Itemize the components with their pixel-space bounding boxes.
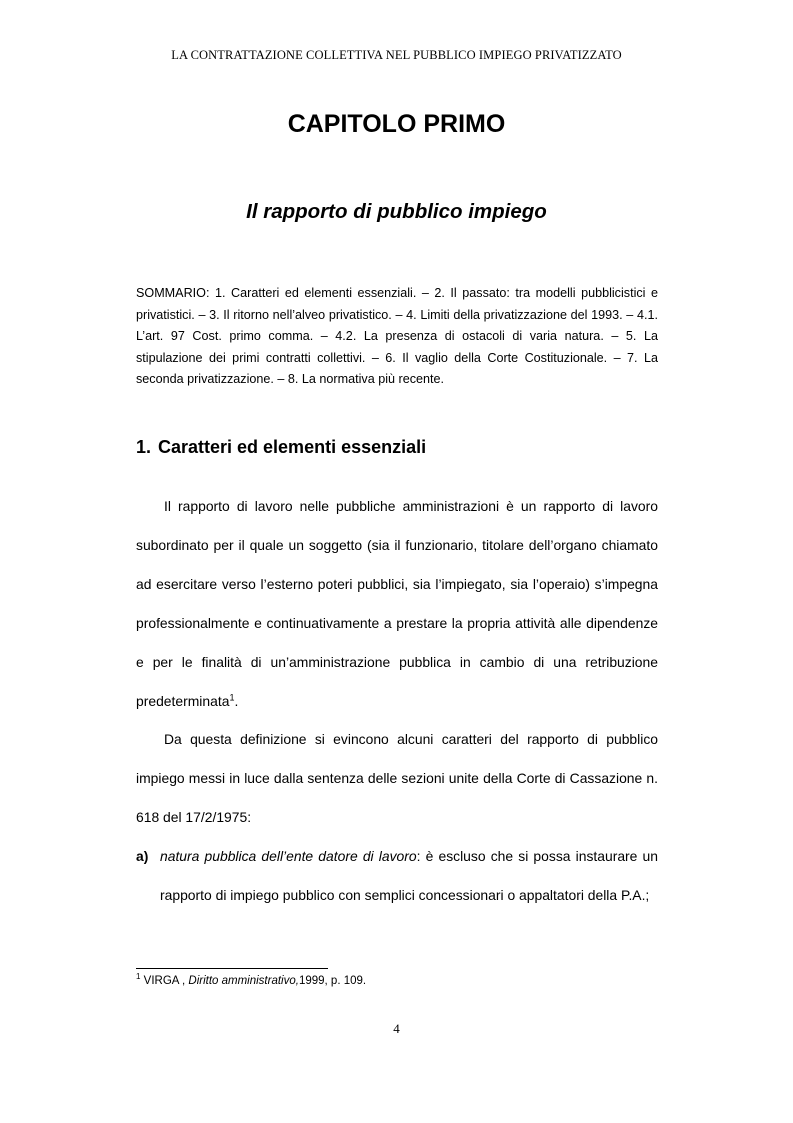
footnote-work: Diritto amministrativo,	[188, 975, 299, 987]
list-marker: a)	[136, 848, 149, 865]
page-number: 4	[393, 1021, 400, 1036]
list-text: : è escluso che si possa instaurare un rapporto di impiego pubblico con semplici concessionari o appaltatori della P.A.;	[160, 848, 658, 904]
section-number: 1.	[136, 437, 152, 457]
footnote-mark: 1	[136, 972, 141, 982]
footnote-author: VIRGA ,	[140, 975, 189, 987]
chapter-summary: SOMMARIO: 1. Caratteri ed elementi essenziali. – 2. Il passato: tra modelli pubblicistici e privatistici. – 3. Il ritorno nell’alveo privatistico. – 4. Limiti della privatizzazione del 1993. – 4.1. L’art. 97 Cost. primo comma. – 4.2. La presenza di ostacoli di varia natura. – 5. La stipulazione dei primi contratti collettivi. – 6. Il vaglio della Corte Costituzionale. – 7. La seconda privatizzazione. – 8. La normativa più recente.	[136, 286, 658, 387]
paragraph	[136, 487, 658, 720]
section-title: Caratteri ed elementi essenziali	[158, 437, 427, 457]
footnote-separator	[136, 968, 328, 969]
list-emphasis: natura pubblica dell’ente datore di lavoro	[160, 848, 417, 865]
running-header: LA CONTRATTAZIONE COLLETTIVA NEL PUBBLICO IMPIEGO PRIVATIZZATO	[171, 48, 622, 62]
paragraph-end: .	[234, 692, 239, 709]
chapter-subtitle: Il rapporto di pubblico impiego	[246, 200, 547, 223]
paragraph: Da questa definizione si evincono alcuni caratteri del rapporto di pubblico impiego messi in luce dalla sentenza delle sezioni unite della Corte di Cassazione n. 618 del 17/2/1975:	[136, 731, 658, 826]
footnote-details: 1999, p. 109.	[298, 975, 367, 987]
section-heading	[136, 437, 426, 458]
chapter-title: CAPITOLO PRIMO	[287, 110, 506, 138]
list-item	[136, 837, 658, 915]
footnote-reference: 1	[229, 691, 235, 702]
footnote	[136, 974, 658, 989]
body-text	[136, 487, 658, 915]
paragraph-text: Il rapporto di lavoro nelle pubbliche amministrazioni è un rapporto di lavoro subordinato per il quale un soggetto (sia il funzionario, titolare dell’organo chiamato ad esercitare verso l’esterno poteri pubblici, sia l’impiegato, sia l’operaio) s’impegna professionalmente e continuativamente a prestare la propria attività alle dipendenze e per le finalità di un’amministrazione pubblica in cambio di una retribuzione predeterminata	[136, 498, 658, 709]
